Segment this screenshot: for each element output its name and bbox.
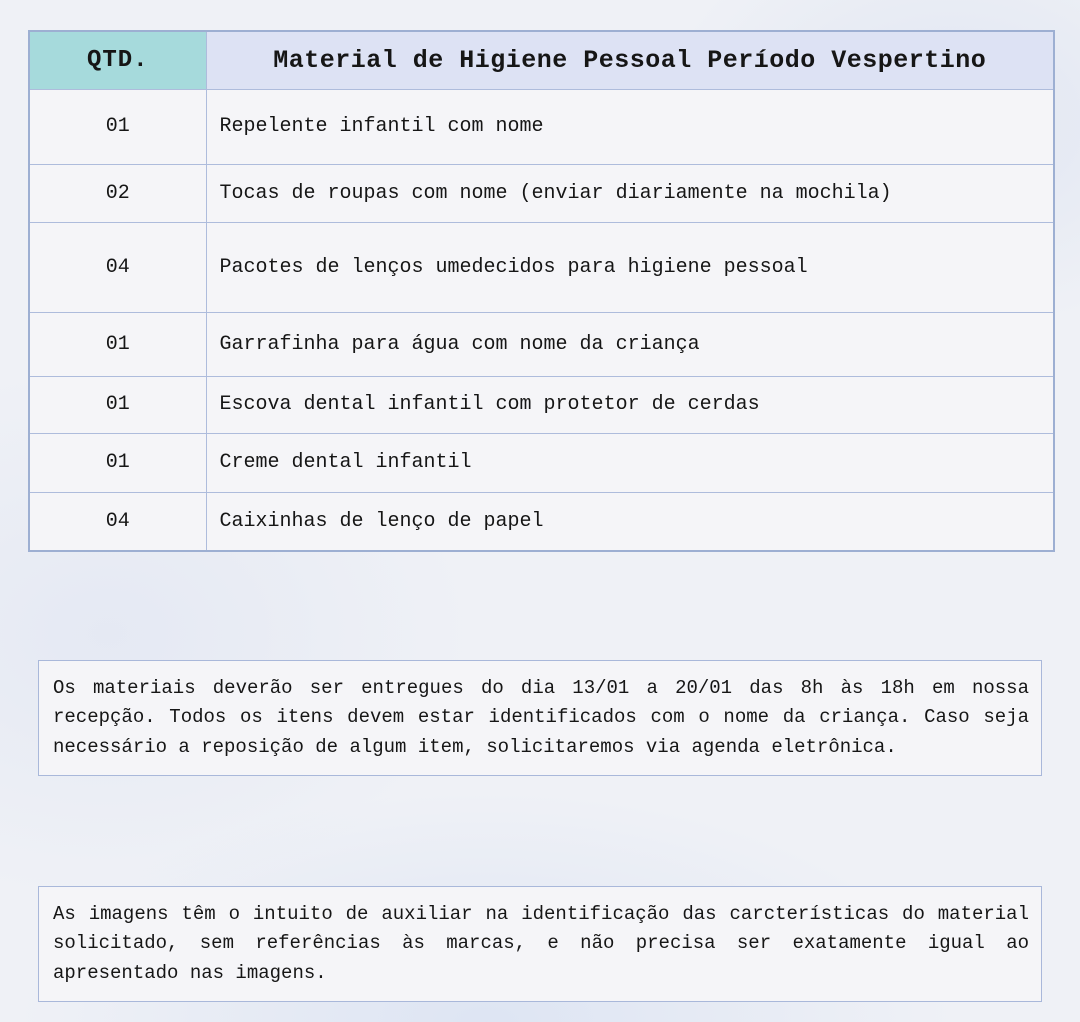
notes-box-delivery (38, 660, 1042, 776)
item-cell: Creme dental infantil (206, 433, 1054, 492)
qty-cell: 01 (29, 433, 206, 492)
item-cell: Repelente infantil com nome (206, 89, 1054, 164)
notes-box-images (38, 886, 1042, 1002)
item-cell: Escova dental infantil com protetor de cerdas (206, 376, 1054, 433)
qty-cell: 04 (29, 222, 206, 312)
qty-cell: 01 (29, 376, 206, 433)
table-row (29, 164, 1054, 222)
note-text-delivery: Os materiais deverão ser entregues do dia 13/01 a 20/01 das 8h às 18h em nossa recepção. Todos os itens devem estar identificados com o nome da criança. Caso seja necessário a reposição de algum item, solicitaremos via agenda eletrônica. (53, 677, 1029, 758)
note-text-images: As imagens têm o intuito de auxiliar na identificação das carcterísticas do material solicitado, sem referências às marcas, e não precisa ser exatamente igual ao apresentado nas imagens. (53, 903, 1029, 984)
item-cell: Tocas de roupas com nome (enviar diariamente na mochila) (206, 164, 1054, 222)
table-row (29, 312, 1054, 376)
supply-table (28, 30, 1055, 552)
qty-cell: 04 (29, 492, 206, 551)
table-row (29, 89, 1054, 164)
qty-header-cell: QTD. (29, 31, 206, 89)
item-cell: Caixinhas de lenço de papel (206, 492, 1054, 551)
item-cell: Pacotes de lenços umedecidos para higiene pessoal (206, 222, 1054, 312)
item-cell: Garrafinha para água com nome da criança (206, 312, 1054, 376)
table-row (29, 376, 1054, 433)
qty-cell: 01 (29, 312, 206, 376)
qty-cell: 01 (29, 89, 206, 164)
table-row (29, 222, 1054, 312)
qty-cell: 02 (29, 164, 206, 222)
table-row (29, 492, 1054, 551)
table-row (29, 433, 1054, 492)
table-header-row (29, 31, 1054, 89)
material-header-cell: Material de Higiene Pessoal Período Vespertino (206, 31, 1054, 89)
